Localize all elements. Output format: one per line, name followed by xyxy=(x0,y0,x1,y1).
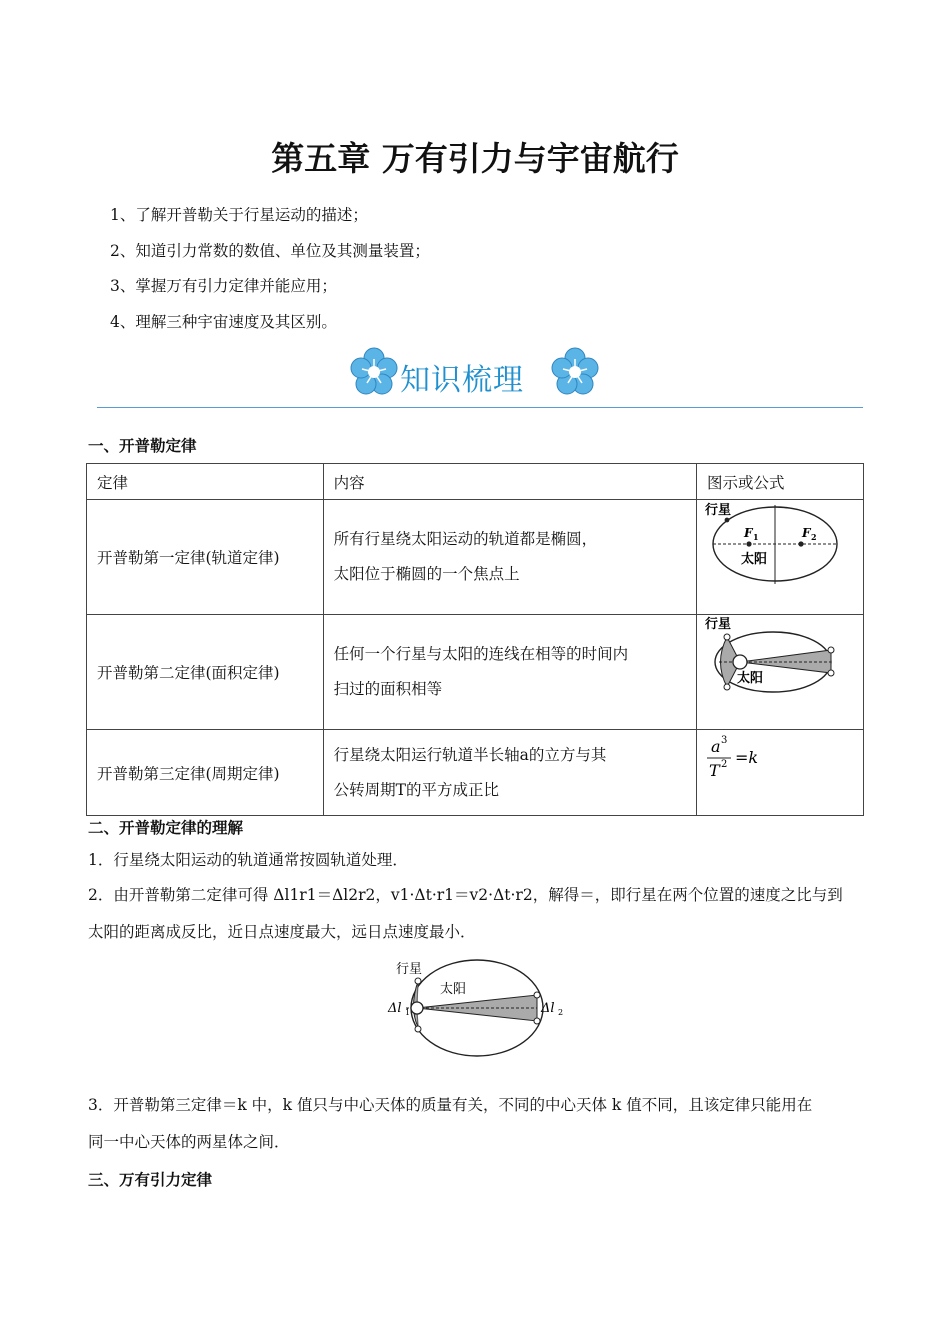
objective-item: 3、掌握万有引力定律并能应用； xyxy=(110,277,337,295)
delta-l-subscript: 1 xyxy=(405,1008,411,1017)
kepler-second-law-diagram xyxy=(384,955,574,1065)
law-figure xyxy=(696,615,863,730)
paragraph: 3．开普勒第三定律＝k 中，k 值只与中心天体的质量有关，不同的中心天体 k 值不同，且该定律只能用在 xyxy=(88,1096,813,1114)
table-row xyxy=(87,615,864,730)
section-heading: 三、万有引力定律 xyxy=(88,1171,213,1189)
section-heading: 二、开普勒定律的理解 xyxy=(88,819,244,837)
law-name: 开普勒第三定律(周期定律) xyxy=(87,730,324,816)
law-content-line: 行星绕太阳运行轨道半长轴a的立方与其 xyxy=(333,745,607,764)
sun-label: 太阳 xyxy=(740,552,767,567)
planet-label: 行星 xyxy=(396,962,423,977)
law-content xyxy=(323,615,696,730)
planet-label: 行星 xyxy=(704,503,731,518)
delta-l-label: Δl xyxy=(541,1001,555,1016)
law-figure xyxy=(696,500,863,615)
planet-label: 行星 xyxy=(704,617,731,632)
focus-label: F xyxy=(743,526,753,540)
formula-numerator: a xyxy=(710,737,721,756)
flower-icon xyxy=(349,347,399,397)
law-name: 开普勒第一定律(轨道定律) xyxy=(87,500,324,615)
table-header-row xyxy=(87,464,864,500)
second-law-area-diagram xyxy=(697,615,863,725)
banner-title: 知识梳理 xyxy=(400,363,524,398)
law-content-line: 太阳位于椭圆的一个焦点上 xyxy=(333,565,520,583)
focus-subscript: 1 xyxy=(752,532,759,542)
law-content-line: 扫过的面积相等 xyxy=(333,680,443,698)
formula-denominator: T xyxy=(708,761,720,780)
formula-rhs: =k xyxy=(734,748,759,767)
table-row xyxy=(87,500,864,615)
paragraph: 1．行星绕太阳运动的轨道通常按圆轨道处理． xyxy=(88,851,408,869)
table-header-cell: 定律 xyxy=(87,464,324,500)
objective-item: 4、理解三种宇宙速度及其区别。 xyxy=(110,313,337,331)
sun-label: 太阳 xyxy=(736,671,763,686)
formula-exponent: 3 xyxy=(720,735,728,746)
objective-item: 1、了解开普勒关于行星运动的描述； xyxy=(110,206,368,224)
section-heading: 一、开普勒定律 xyxy=(88,437,197,455)
focus-label: F xyxy=(801,526,811,540)
flower-icon xyxy=(550,347,600,397)
law-name: 开普勒第二定律(面积定律) xyxy=(87,615,324,730)
law-content xyxy=(323,500,696,615)
section-divider xyxy=(97,407,863,408)
paragraph: 太阳的距离成反比，近日点速度最大，远日点速度最小． xyxy=(88,923,476,941)
page-title: 第五章 万有引力与宇宙航行 xyxy=(271,139,679,178)
kepler-laws-table xyxy=(86,463,864,816)
delta-l-label: Δl xyxy=(388,1001,402,1016)
first-law-ellipse-diagram xyxy=(697,500,863,610)
paragraph: 同一中心天体的两星体之间． xyxy=(88,1133,290,1151)
formula-exponent: 2 xyxy=(720,759,728,770)
law-content-line: 所有行星绕太阳运动的轨道都是椭圆， xyxy=(333,530,598,548)
law-content xyxy=(323,730,696,816)
objective-item: 2、知道引力常数的数值、单位及其测量装置； xyxy=(110,242,430,260)
table-header-cell: 图示或公式 xyxy=(696,464,863,500)
table-row xyxy=(87,730,864,816)
law-content-line: 公转周期T的平方成正比 xyxy=(333,780,499,799)
sun-label: 太阳 xyxy=(440,982,467,997)
knowledge-banner xyxy=(345,343,605,403)
law-content-line: 任何一个行星与太阳的连线在相等的时间内 xyxy=(333,645,629,663)
table-header-cell: 内容 xyxy=(323,464,696,500)
law-formula xyxy=(696,730,863,816)
delta-l-subscript: 2 xyxy=(558,1008,564,1017)
focus-subscript: 2 xyxy=(810,532,817,542)
paragraph: 2．由开普勒第二定律可得 Δl1r1＝Δl2r2，v1·Δt·r1＝v2·Δt·r2，解得＝，即行星在两个位置的速度之比与到 xyxy=(88,886,843,904)
third-law-formula xyxy=(697,730,787,790)
